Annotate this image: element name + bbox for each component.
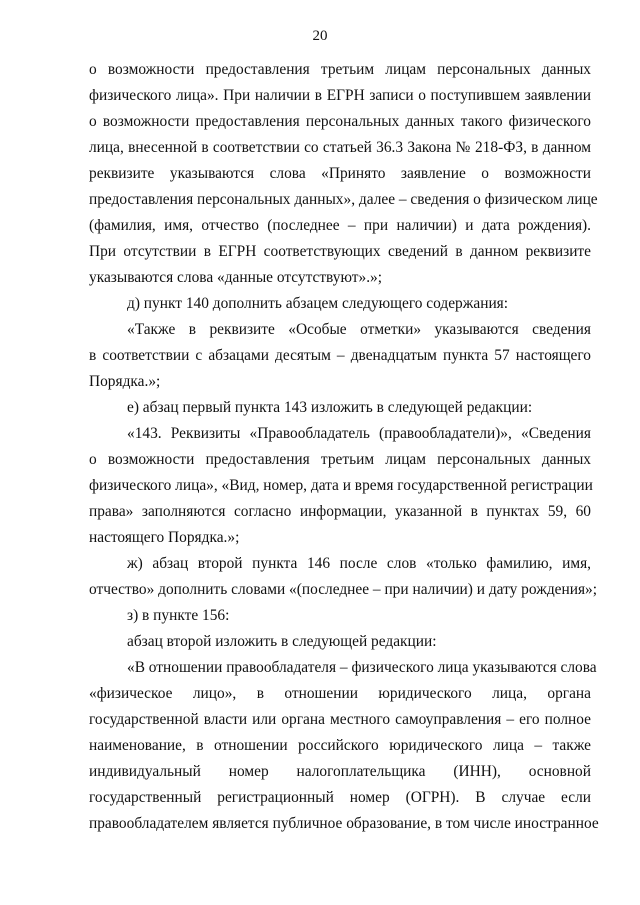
- text-line: правообладателем является публичное образование, в том числе иностранное: [89, 815, 599, 832]
- text-line: предоставления персональных данных», далее – сведения о физическом лице: [89, 191, 598, 208]
- text-line: настоящего Порядка.»;: [89, 529, 240, 546]
- paragraph-first-line: абзац второй изложить в следующей редакции:: [127, 633, 437, 650]
- text-line: «физическое лицо», в отношении юридического лица, органа: [89, 685, 591, 702]
- paragraph-first-line: «В отношении правообладателя – физического лица указываются слова: [127, 659, 597, 676]
- text-line: реквизите указываются слова «Принято заявление о возможности: [89, 165, 591, 182]
- text-line: права» заполняются согласно информации, указанной в пунктах 59, 60: [89, 503, 591, 520]
- text-line: отчество» дополнить словами «(последнее – при наличии) и дату рождения»;: [89, 581, 598, 598]
- paragraph-first-line: з) в пункте 156:: [127, 607, 230, 624]
- paragraph-first-line: ж) абзац второй пункта 146 после слов «только фамилию, имя,: [127, 555, 591, 572]
- text-line: о возможности предоставления третьим лицам персональных данных: [89, 61, 591, 78]
- paragraph-first-line: «143. Реквизиты «Правообладатель (правообладатели)», «Сведения: [127, 425, 591, 442]
- text-line: индивидуальный номер налогоплательщика (ИНН), основной: [89, 763, 591, 780]
- text-line: государственный регистрационный номер (ОГРН). В случае если: [89, 789, 591, 806]
- text-line: физического лица», «Вид, номер, дата и время государственной регистрации: [89, 477, 593, 494]
- paragraph-first-line: «Также в реквизите «Особые отметки» указываются сведения: [127, 321, 591, 338]
- text-line: в соответствии с абзацами десятым – двенадцатым пункта 57 настоящего: [89, 347, 591, 364]
- paragraph-first-line: д) пункт 140 дополнить абзацем следующего содержания:: [127, 295, 509, 312]
- text-line: физического лица». При наличии в ЕГРН записи о поступившем заявлении: [89, 87, 591, 104]
- page-number: 20: [312, 28, 328, 44]
- text-line: При отсутствии в ЕГРН соответствующих сведений в данном реквизите: [89, 243, 591, 260]
- text-line: о возможности предоставления персональных данных такого физического: [89, 113, 591, 130]
- text-line: Порядка.»;: [89, 373, 161, 390]
- text-line: о возможности предоставления третьим лицам персональных данных: [89, 451, 591, 468]
- text-line: (фамилия, имя, отчество (последнее – при наличии) и дата рождения).: [89, 217, 591, 234]
- text-line: лица, внесенной в соответствии со статьей 36.3 Закона № 218-ФЗ, в данном: [89, 139, 591, 156]
- text-line: государственной власти или органа местного самоуправления – его полное: [89, 711, 591, 728]
- text-line: наименование, в отношении российского юридического лица – также: [89, 737, 591, 754]
- paragraph-first-line: е) абзац первый пункта 143 изложить в следующей редакции:: [127, 399, 533, 416]
- document-body: [89, 57, 599, 837]
- text-line: указываются слова «данные отсутствуют».»;: [89, 269, 383, 286]
